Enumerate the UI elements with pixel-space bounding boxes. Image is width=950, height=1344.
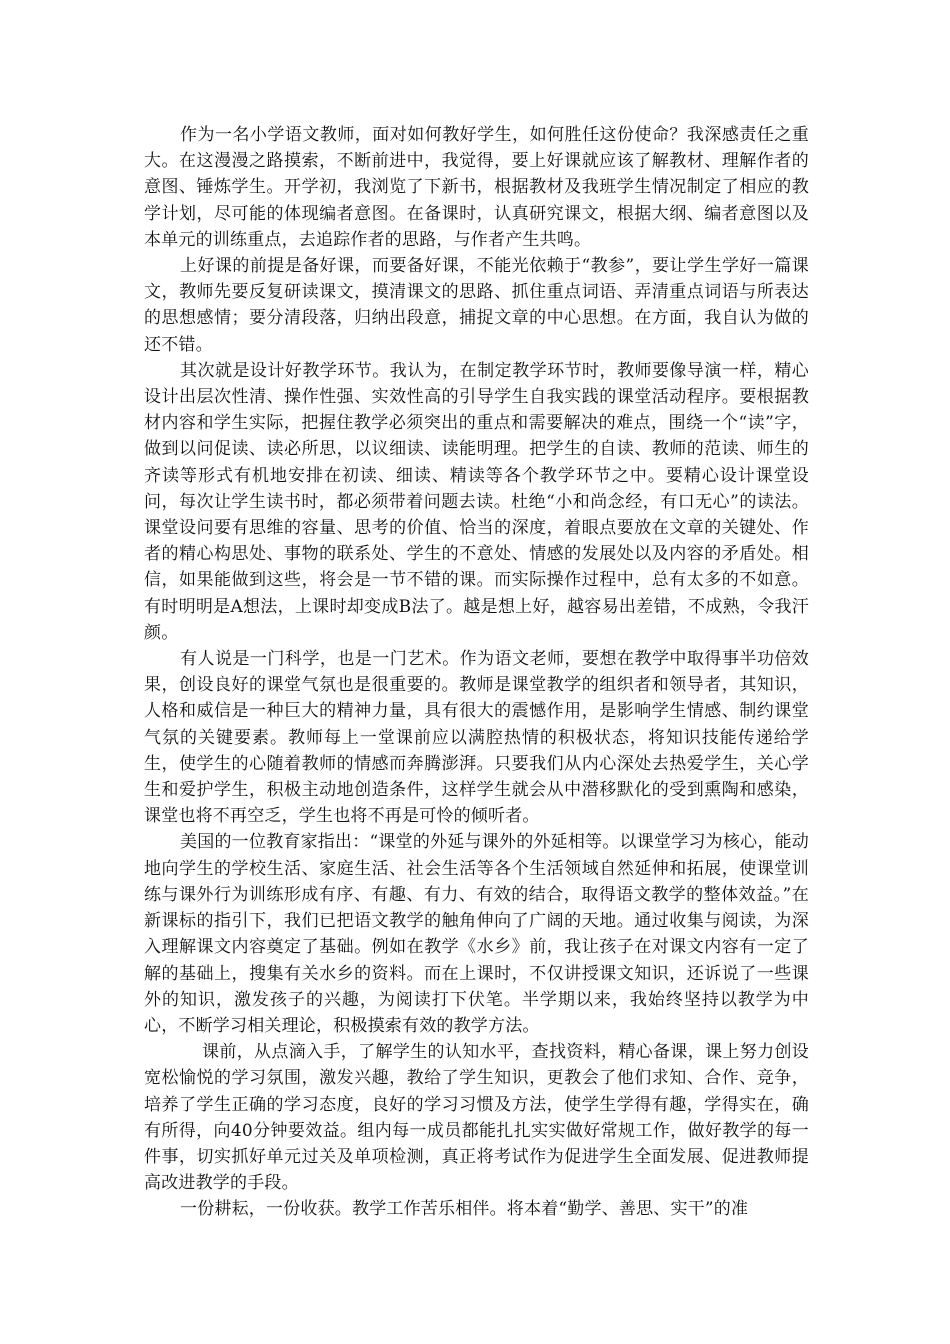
paragraph-7: 一份耕耘，一份收获。教学工作苦乐相伴。将本着“勤学、善思、实干”的准 [180, 1199, 749, 1220]
paragraph-4: 有人说是一门科学，也是一门艺术。作为语文老师，要想在教学中取得事半功倍效果，创设良好的课堂气氛也是很重要的。教师是课堂教学的组织者和领导者，其知识，人格和威信是一种巨大的精神力量，具有很大的震憾作用，是影响学生情感、制约课堂气氛的关键要素。教师每上一堂课前应以满腔热情的积极状态，将知识技能传递给学生，使学生的心随着教师的情感而奔腾澎湃。只要我们从内心深处去热爱学生，关心学生和爱护学生，积极主动地创造条件，这样学生就会从中潜移默化的受到熏陶和感染，课堂也将不再空乏，学生也将不再是可怜的倾听者。 [144, 649, 809, 827]
paragraph-5: 美国的一位教育家指出：“课堂的外延与课外的外延相等。以课堂学习为核心，能动地向学生的学校生活、家庭生活、社会生活等各个生活领域自然延伸和拓展，使课堂训练与课外行为训练形成有序、有趣、有力、有效的结合，取得语文教学的整体效益。”在新课标的指引下，我们已把语文教学的触角伸向了广阔的天地。通过收集与阅读，为深入理解课文内容奠定了基础。例如在教学《水乡》前，我让孩子在对课文内容有一定了解的基础上，搜集有关水乡的资料。而在上课时，不仅讲授课文知识，还诉说了一些课外的知识，激发孩子的兴趣，为阅读打下伏笔。半学期以来，我始终坚持以教学为中心，不断学习相关理论，积极摸索有效的教学方法。 [144, 832, 809, 1036]
paragraph-1: 作为一名小学语文教师，面对如何教好学生，如何胜任这份使命？我深感责任之重大。在这漫漫之路摸索，不断前进中，我觉得，要上好课就应该了解教材、理解作者的意图、锤炼学生。开学初，我浏览了下新书，根据教材及我班学生情况制定了相应的教学计划，尽可能的体现编者意图。在备课时，认真研究课文，根据大纲、编者意图以及本单元的训练重点，去追踪作者的思路，与作者产生共鸣。 [144, 125, 809, 250]
paragraph-2: 上好课的前提是备好课，而要备好课，不能光依赖于“教参”，要让学生学好一篇课文，教师先要反复研读课文，摸清课文的思路、抓住重点词语、弄清重点词语与所表达的思想感情；要分清段落，归纳出段意，捕捉文章的中心思想。在方面，我自认为做的还不错。 [144, 256, 809, 355]
document-body [144, 122, 809, 1223]
paragraph-3: 其次就是设计好教学环节。我认为，在制定教学环节时，教师要像导演一样，精心设计出层次性清、操作性强、实效性高的引导学生自我实践的课堂活动程序。要根据教材内容和学生实际，把握住教学必须突出的重点和需要解决的难点，围绕一个“读”字，做到以问促读、读必所思，以议细读、读能明理。把学生的自读、教师的范读、师生的齐读等形式有机地安排在初读、细读、精读等各个教学环节之中。要精心设计课堂设问，每次让学生读书时，都必须带着问题去读。杜绝“小和尚念经，有口无心”的读法。课堂设问要有思维的容量、思考的价值、恰当的深度，着眼点要放在文章的关键处、作者的精心构思处、事物的联系处、学生的不意处、情感的发展处以及内容的矛盾处。相信，如果能做到这些，将会是一节不错的课。而实际操作过程中，总有太多的不如意。有时明明是A想法，上课时却变成B法了。越是想上好，越容易出差错，不成熟，令我汗颜。 [144, 360, 809, 643]
paragraph-6: 课前，从点滴入手，了解学生的认知水平，查找资料，精心备课，课上努力创设宽松愉悦的学习氛围，激发兴趣，教给了学生知识，更教会了他们求知、合作、竞争，培养了学生正确的学习态度，良好的学习习惯及方法，使学生学得有趣，学得实在，确有所得，向40分钟要效益。组内每一成员都能扎扎实实做好常规工作，做好教学的每一件事，切实抓好单元过关及单项检测，真正将考试作为促进学生全面发展、促进教师提高改进教学的手段。 [144, 1042, 809, 1194]
